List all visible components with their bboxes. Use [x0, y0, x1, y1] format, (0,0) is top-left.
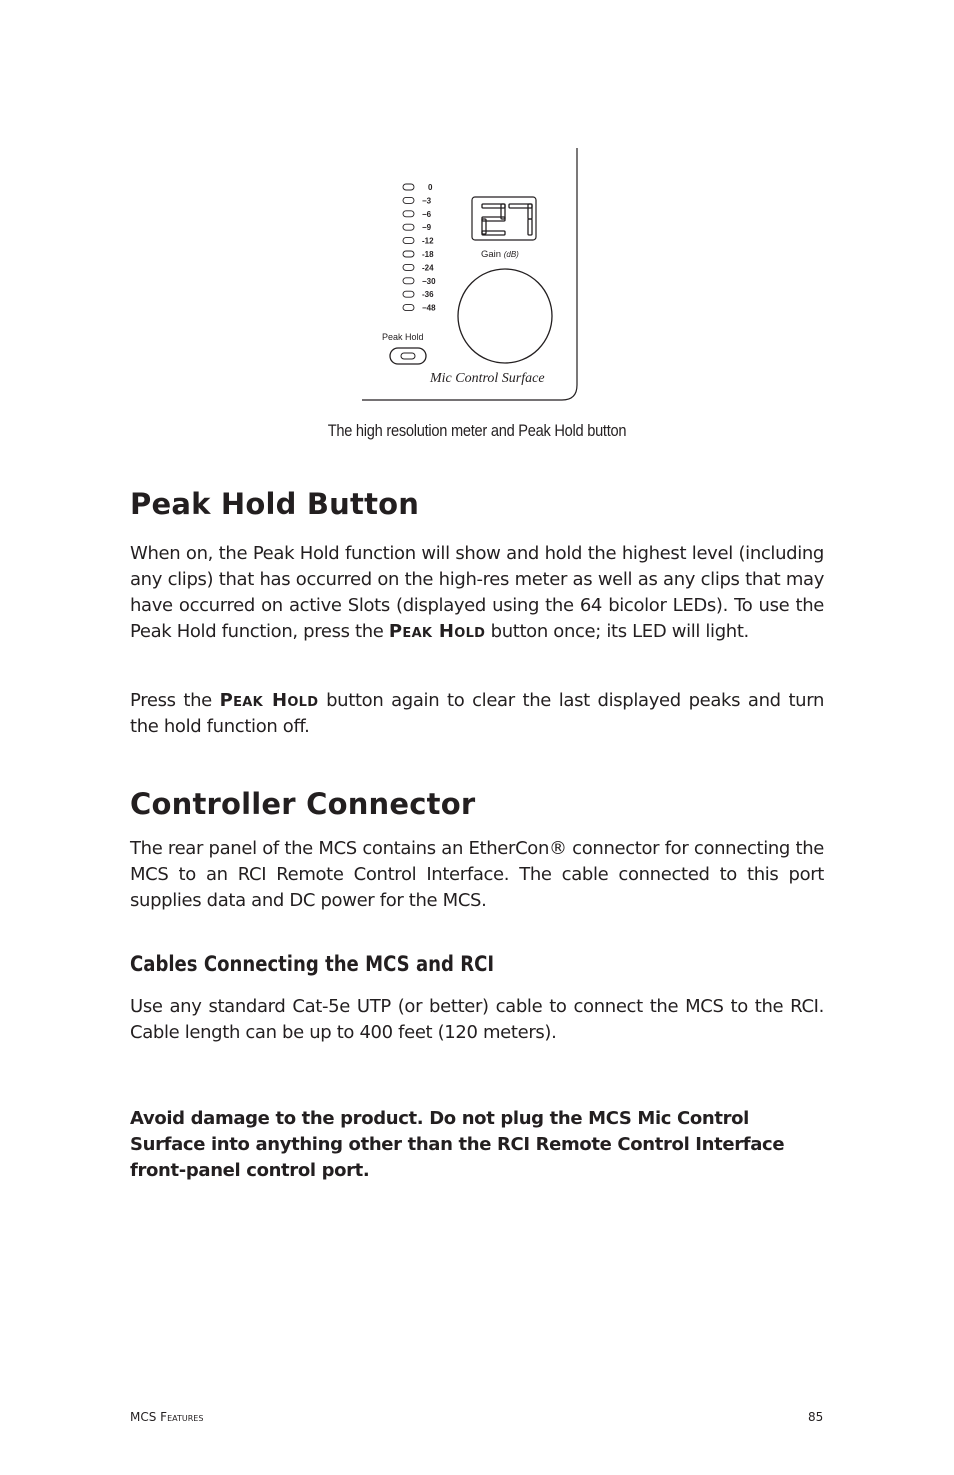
- heading-cables: Cables Connecting the MCS and RCI: [130, 952, 495, 976]
- meter-led: [403, 264, 414, 270]
- gain-knob[interactable]: [458, 269, 552, 363]
- para1-text-a: When on, the Peak Hold function will show and hold the highest level (including any clips) that has occurred on the high-res meter as well as any clips that may have occurred on active Slots (displayed using the 64 bicolor LEDs). To use the Peak Hold function, press the: [130, 543, 824, 642]
- meter-scale-label: −30: [422, 276, 436, 286]
- peak-hold-button[interactable]: [390, 348, 426, 364]
- footer-section-name: MCS Features: [130, 1410, 204, 1424]
- meter-illustration: [360, 145, 582, 403]
- display-digits: [482, 204, 532, 235]
- footer-page-number: 85: [808, 1410, 824, 1424]
- meter-scale-label: -18: [422, 250, 434, 259]
- meter-led: [403, 291, 414, 297]
- peak-hold-button-ref-2: Peak Hold: [219, 690, 319, 711]
- panel-border: [362, 148, 577, 400]
- gain-label: Gain (dB): [481, 249, 519, 260]
- meter-leds: [403, 184, 414, 311]
- meter-led: [403, 251, 414, 257]
- peak-hold-paragraph-1: [130, 541, 824, 645]
- meter-scale-label: -12: [422, 236, 434, 246]
- surface-label: Mic Control Surface: [430, 371, 545, 386]
- controller-connector-paragraph: The rear panel of the MCS contains an EtherCon® connector for connecting the MCS to an RCI Remote Control Interface. The cable connected to this port supplies data and DC power for the MCS.: [130, 838, 824, 911]
- para2-text-a: Press the: [130, 690, 220, 711]
- meter-led: [403, 238, 414, 244]
- meter-scale-label: −9: [422, 223, 432, 233]
- meter-scale-label: −3: [422, 196, 432, 206]
- peak-hold-label: Peak Hold: [382, 332, 424, 342]
- heading-peak-hold: Peak Hold Button: [130, 487, 420, 521]
- warning-paragraph: Avoid damage to the product. Do not plug the MCS Mic Control Surface into anything other than the RCI Remote Control Interface front-panel control port.: [130, 1108, 785, 1181]
- meter-led: [403, 211, 414, 217]
- peak-hold-paragraph-2: [130, 688, 824, 740]
- meter-scale: [422, 183, 436, 313]
- cables-paragraph: Use any standard Cat-5e UTP (or better) cable to connect the MCS to the RCI. Cable length can be up to 400 feet (120 meters).: [130, 996, 824, 1043]
- meter-scale-label: -36: [422, 290, 434, 300]
- meter-led: [403, 197, 414, 203]
- meter-led: [403, 278, 414, 284]
- meter-scale-label: −48: [422, 303, 436, 313]
- meter-led: [403, 184, 414, 190]
- meter-led: [403, 224, 414, 230]
- peak-hold-button-ref: Peak Hold: [388, 621, 486, 642]
- meter-scale-label: -24: [422, 263, 434, 273]
- peak-hold-led: [401, 353, 415, 359]
- meter-figure: [360, 145, 582, 403]
- para1-text-b: button once; its LED will light.: [485, 621, 749, 642]
- figure-caption: The high resolution meter and Peak Hold button: [327, 421, 627, 440]
- meter-scale-label: 0: [428, 183, 433, 192]
- meter-scale-label: −6: [422, 209, 432, 219]
- para2-text-b: button again to clear the last displayed peaks and turn the hold function off.: [130, 690, 825, 737]
- meter-led: [403, 305, 414, 311]
- heading-controller-connector: Controller Connector: [130, 787, 476, 821]
